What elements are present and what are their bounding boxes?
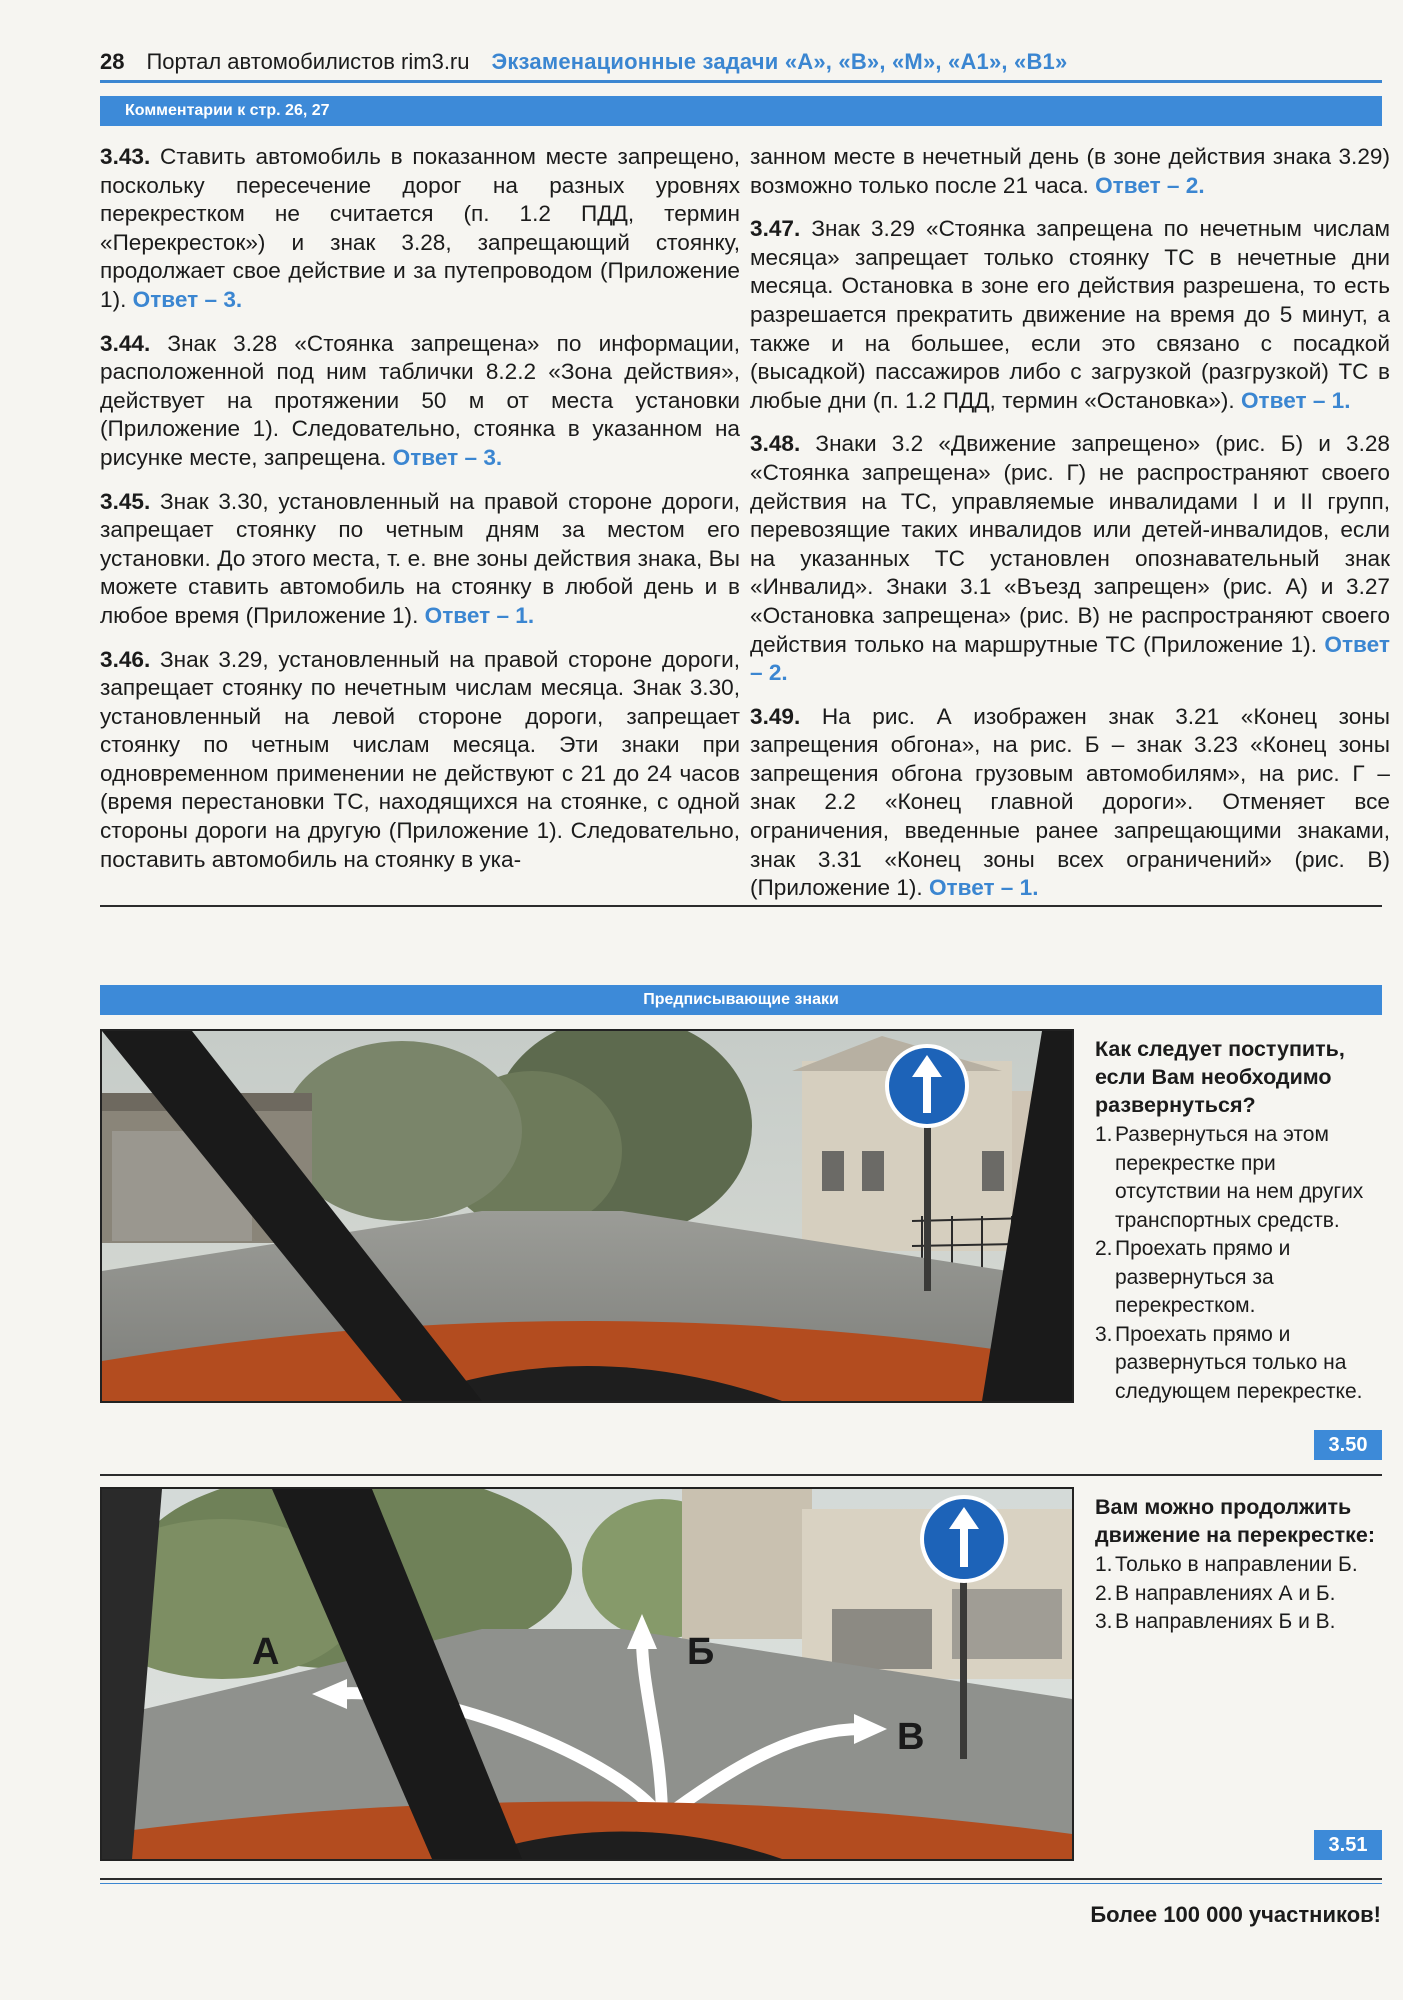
comment-number: 3.47. [750, 216, 801, 242]
question-number-badge: 3.50 [1314, 1430, 1382, 1460]
comment-paragraph [100, 330, 740, 473]
comment-text: Знак 3.29 «Стоянка запрещена по нечетным числам месяца» запрещает только стоянку ТС в нечетные дни месяца. Остановка в зоне его действия разрешена, то есть разрешается прекратить движение на время до 5 минут, а также и на большее, если это связано с посадкой (высадкой) пассажиров либо с загрузкой (разгрузкой) ТС в любые дни (п. 1.2 ПДД, термин «Остановка»). [750, 216, 1390, 413]
answer-option[interactable]: 2. В направлениях А и Б. [1095, 1581, 1336, 1605]
comment-text: занном месте в нечетный день (в зоне действия знака 3.29) возможно только после 21 часа. [750, 144, 1390, 198]
comment-number: 3.43. [100, 144, 151, 169]
answer-label: Ответ – 1. [1240, 387, 1351, 413]
comment-paragraph [750, 703, 1390, 903]
comment-text: Ставить автомобиль в показанном месте запрещено, поскольку пересечение дорог на разных уровнях перекрестком не считается (п. 1.2 ПДД, термин «Перекресток») и знак 3.28, запрещающий стоянку, продолжает свое действие и за путепроводом (Приложение 1). [100, 144, 740, 312]
section-bar: Предписывающие знаки [100, 985, 1382, 1015]
question-3-50 [1095, 1035, 1385, 1406]
answer-option[interactable]: 1. Развернуться на этом перекрестке при отсутствии на нем других транспортных средств. [1095, 1123, 1364, 1232]
answer-label: Ответ – 2. [1095, 172, 1205, 198]
comment-paragraph [100, 646, 740, 875]
comment-number: 3.46. [100, 646, 151, 672]
page-header [100, 42, 1382, 82]
answer-label: Ответ – 1. [928, 875, 1039, 901]
page-number: 28 [100, 49, 125, 74]
comment-number: 3.49. [750, 703, 801, 729]
direction-label-a: А [252, 1631, 280, 1673]
question-title: Как следует поступить, если Вам необходимо развернуться? [1095, 1037, 1345, 1117]
answer-option[interactable]: 2. Проехать прямо и развернуться за перекрестком. [1095, 1237, 1291, 1317]
comment-paragraph [100, 143, 740, 315]
comment-text: Знак 3.29, установленный на правой стороне дороги, запрещает стоянку по нечетным числам месяца. Знак 3.30, установленный на левой стороне дороги, запрещает стоянку по четным числам месяца. Эти знаки при одновременном применении не действуют с 21 до 24 часов (время перестановки ТС, находящихся на стоянке, с одной стороны дороги на другую (Приложение 1). Следовательно, поставить автомобиль на стоянку в ука- [100, 646, 740, 872]
comment-number: 3.48. [750, 431, 801, 457]
exam-title: Экзаменационные задачи «А», «В», «М», «А1», «В1» [491, 49, 1068, 74]
comment-text: Знак 3.30, установленный на правой стороне дороги, запрещает стоянку по четным дням за местом его установки. До этого места, т. е. вне зоны действия знака, Вы можете ставить автомобиль на стоянку в любой день и в любое время (Приложение 1). [100, 488, 740, 628]
footer-rule-thin [100, 1883, 1382, 1884]
intersection-photo-3-51 [100, 1487, 1074, 1861]
answer-option[interactable]: 1. Только в направлении Б. [1095, 1553, 1358, 1576]
comment-paragraph [750, 143, 1390, 200]
question-title: Вам можно продолжить движение на перекрестке: [1095, 1495, 1376, 1547]
question-divider [100, 1474, 1382, 1476]
intersection-photo-3-50 [100, 1029, 1074, 1403]
answer-label: Ответ – 3. [392, 444, 503, 470]
portal-name: Портал автомобилистов rim3.ru [146, 49, 470, 74]
right-column [750, 143, 1390, 918]
comment-number: 3.45. [100, 488, 151, 514]
question-3-51 [1095, 1493, 1385, 1637]
comments-bar: Комментарии к стр. 26, 27 [100, 96, 1382, 126]
answer-option[interactable]: 3. В направлениях Б и В. [1095, 1610, 1336, 1633]
answer-label: Ответ – 3. [132, 286, 243, 312]
answer-option[interactable]: 3. Проехать прямо и развернуться только на следующем перекрестке. [1095, 1322, 1363, 1403]
answer-label: Ответ – 2. [750, 631, 1390, 686]
comment-paragraph [100, 488, 740, 631]
header-rule [100, 80, 1382, 83]
footer-slogan: Более 100 000 участников! [1090, 1902, 1381, 1927]
section-divider [100, 905, 1382, 907]
footer-rule [100, 1878, 1382, 1880]
comment-text: Знак 3.28 «Стоянка запрещена» по информации, расположенной под ним таблички 8.2.2 «Зона действия», действует на протяжении 50 м от места установки (Приложение 1). Следовательно, стоянка в указанном на рисунке месте, запрещена. [100, 330, 740, 470]
answer-label: Ответ – 1. [424, 602, 535, 628]
left-column [100, 143, 740, 889]
comment-text: На рис. А изображен знак 3.21 «Конец зоны запрещения обгона», на рис. Б – знак 3.23 «Конец зоны запрещения обгона грузовым автомобилям», на рис. Г – знак 2.2 «Конец главной дороги». Отменяет все ограничения, введенные ранее запрещающими знаками, знак 3.31 «Конец зоны всех ограничений» (рис. В) (Приложение 1). [750, 703, 1390, 901]
comment-text: Знаки 3.2 «Движение запрещено» (рис. Б) и 3.28 «Стоянка запрещена» (рис. Г) не распространяют своего действия на ТС, управляемые инвалидами I и II групп, перевозящие таких инвалидов или детей-инвалидов, если на указанных ТС установлен опознавательный знак «Инвалид». Знаки 3.1 «Въезд запрещен» (рис. А) и 3.27 «Остановка запрещена» (рис. В) не распространяют своего действия только на маршрутные ТС (Приложение 1). [750, 431, 1390, 657]
comment-paragraph [750, 215, 1390, 415]
comment-number: 3.44. [100, 330, 151, 356]
question-number-badge: 3.51 [1314, 1830, 1382, 1860]
direction-label-v: В [897, 1716, 925, 1758]
direction-label-b: Б [687, 1631, 715, 1673]
comment-paragraph [750, 430, 1390, 687]
